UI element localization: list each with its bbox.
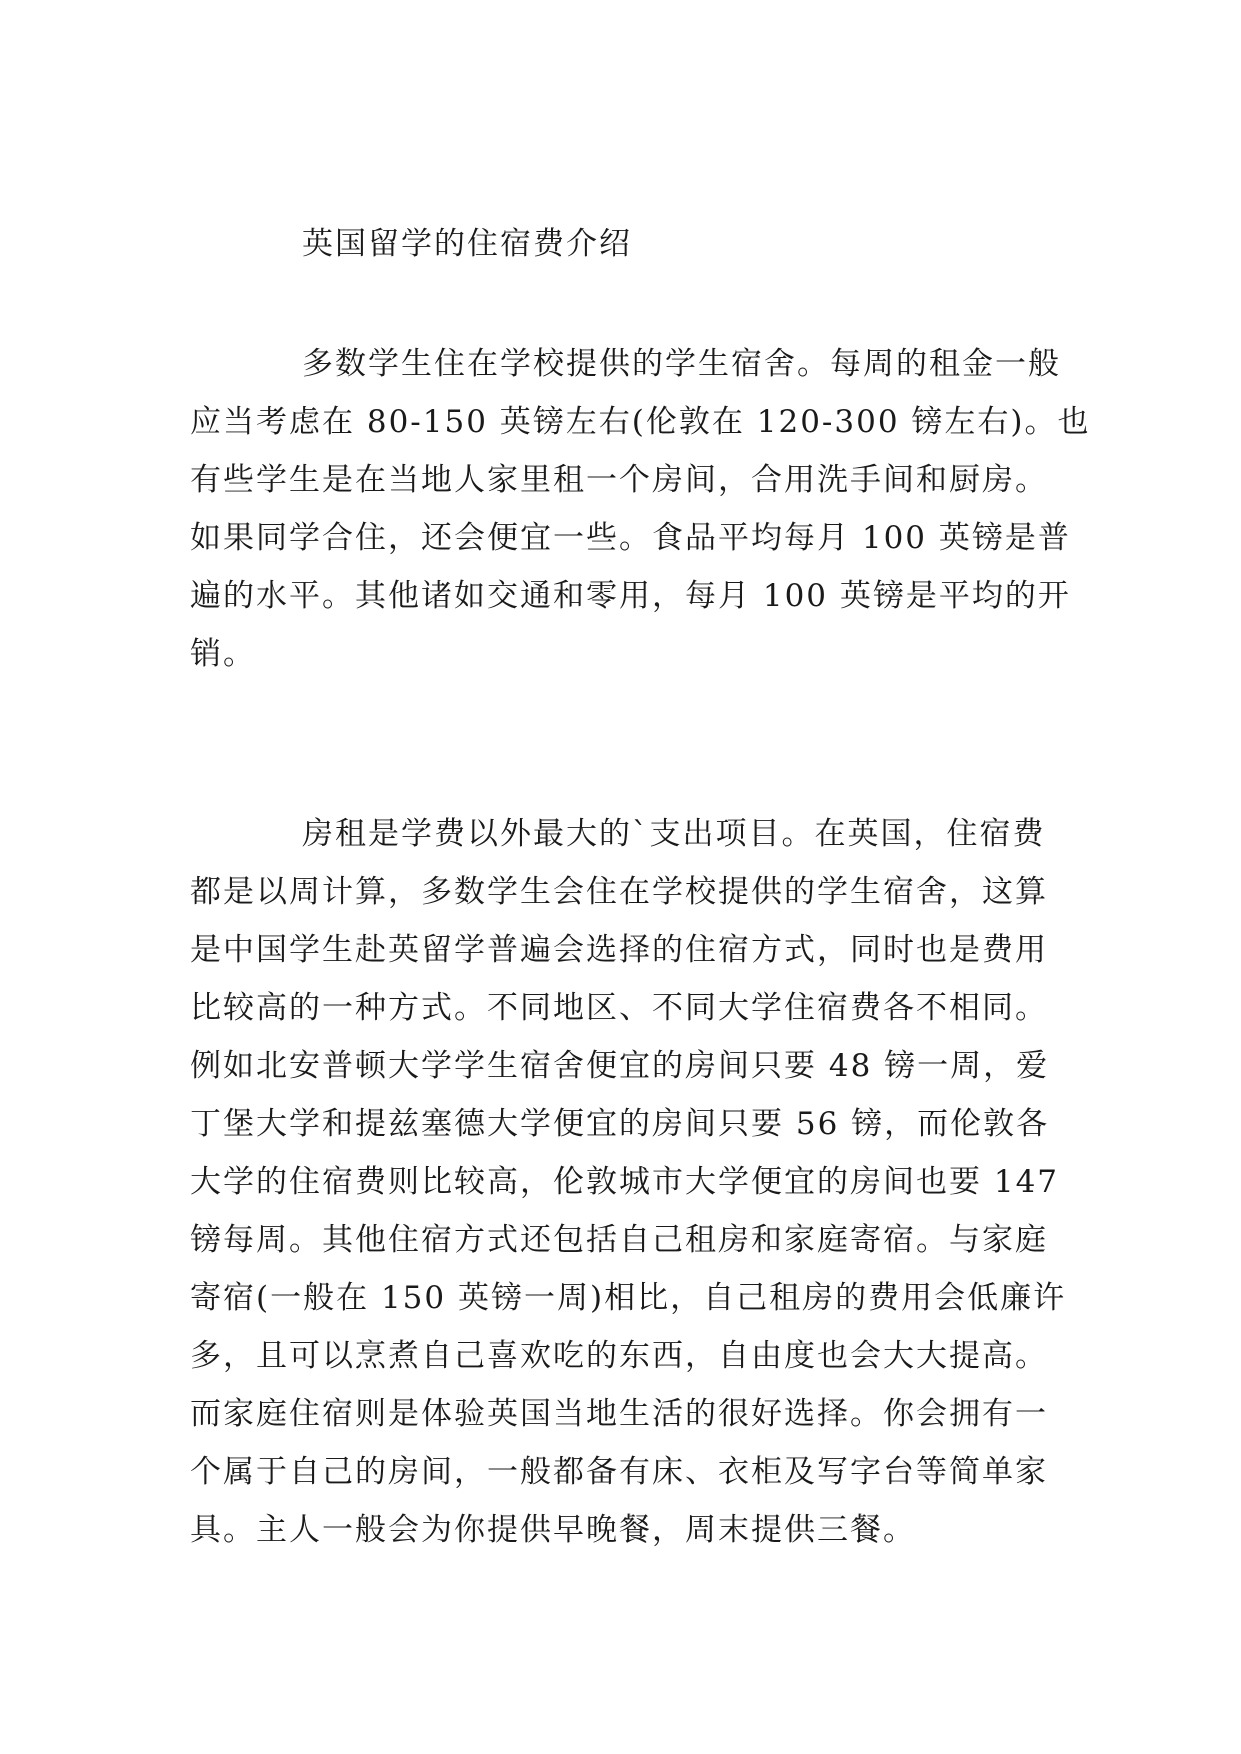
paragraph-line: 丁堡大学和提兹塞德大学便宜的房间只要 56 镑，而伦敦各 xyxy=(190,1106,1050,1142)
paragraph-line: 镑每周。其他住宿方式还包括自己租房和家庭寄宿。与家庭 xyxy=(190,1222,1048,1258)
paragraph-line: 个属于自己的房间，一般都备有床、衣柜及写字台等简单家 xyxy=(190,1454,1048,1490)
paragraph-line: 而家庭住宿则是体验英国当地生活的很好选择。你会拥有一 xyxy=(190,1396,1048,1432)
paragraph-line: 销。 xyxy=(190,636,256,672)
paragraph-line: 都是以周计算，多数学生会住在学校提供的学生宿舍，这算 xyxy=(190,874,1048,910)
paragraph-1 xyxy=(190,335,1091,683)
paragraph-line: 如果同学合住，还会便宜一些。食品平均每月 100 英镑是普 xyxy=(190,520,1071,556)
paragraph-line: 多，且可以烹煮自己喜欢吃的东西，自由度也会大大提高。 xyxy=(190,1338,1048,1374)
paragraph-2 xyxy=(190,805,1070,1559)
paragraph-line: 应当考虑在 80-150 英镑左右(伦敦在 120-300 镑左右)。也 xyxy=(190,404,1091,440)
paragraph-line: 例如北安普顿大学学生宿舍便宜的房间只要 48 镑一周，爱 xyxy=(190,1048,1050,1084)
paragraph-line: 具。主人一般会为你提供早晚餐，周末提供三餐。 xyxy=(190,1512,916,1548)
paragraph-line: 房租是学费以外最大的`支出项目。在英国，住宿费 xyxy=(302,816,1046,852)
paragraph-line: 有些学生是在当地人家里租一个房间，合用洗手间和厨房。 xyxy=(190,462,1048,498)
paragraph-line: 大学的住宿费则比较高，伦敦城市大学便宜的房间也要 147 xyxy=(190,1164,1060,1200)
paragraph-line: 遍的水平。其他诸如交通和零用，每月 100 英镑是平均的开 xyxy=(190,578,1071,614)
document-title: 英国留学的住宿费介绍 xyxy=(302,226,632,262)
paragraph-line: 寄宿(一般在 150 英镑一周)相比，自己租房的费用会低廉许 xyxy=(190,1280,1067,1316)
paragraph-line: 是中国学生赴英留学普遍会选择的住宿方式，同时也是费用 xyxy=(190,932,1048,968)
paragraph-line: 多数学生住在学校提供的学生宿舍。每周的租金一般 xyxy=(302,346,1061,382)
paragraph-line: 比较高的一种方式。不同地区、不同大学住宿费各不相同。 xyxy=(190,990,1048,1026)
